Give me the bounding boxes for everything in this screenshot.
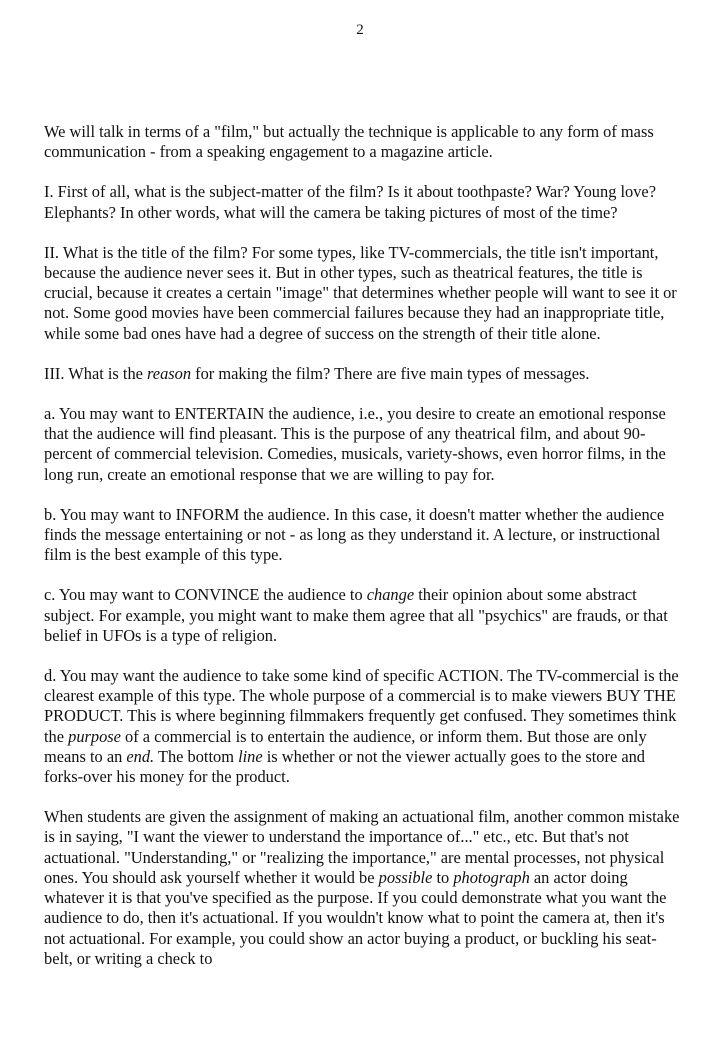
body-paragraph	[44, 666, 680, 787]
body-paragraph	[44, 505, 680, 566]
paragraph-text: is whether or not the viewer actually goes to the store and forks-over his money for the product.	[44, 746, 645, 787]
paragraph-text: their opinion about some abstract subject. For example, you might want to make them agree that all "psychics" are frauds, or that belief in UFOs is a type of religion.	[44, 585, 668, 645]
paragraph-text: of a commercial is to entertain the audience, or inform them. But those are only means to an	[44, 726, 647, 766]
body-paragraph	[44, 122, 680, 162]
body-paragraph	[44, 807, 680, 969]
paragraph-text: I. First of all, what is the subject-matter of the film? Is it about toothpaste? War? Young love? Elephants? In other words, what will the camera be taking pictures of most of the time?	[44, 182, 656, 222]
body-paragraph	[44, 585, 680, 646]
paragraph-text: We will talk in terms of a "film," but actually the technique is applicable to any form of mass communication - from a speaking engagement to a magazine article.	[44, 122, 654, 162]
italic-text: purpose	[68, 726, 121, 746]
paragraph-text: to	[432, 867, 454, 887]
paragraph-text: d. You may want the audience to take some kind of specific ACTION. The TV-commercial is the clearest example of this type. The whole purpose of a commercial is to make viewers BUY THE PRODUCT. This is where beginning filmmakers frequently get confused. They sometimes think the	[44, 666, 679, 746]
paragraph-text: b. You may want to INFORM the audience. In this case, it doesn't matter whether the audience finds the message entertaining or not - as long as they understand it. A lecture, or instructional film is the best example of this type.	[44, 504, 665, 565]
paragraph-text: The bottom	[154, 746, 239, 766]
italic-text: photograph	[453, 867, 530, 887]
paragraph-text: II. What is the title of the film? For some types, like TV-commercials, the title isn't important, because the audience never sees it. But in other types, such as theatrical features, the title is crucial, because it creates a certain "image" that determines whether people will want to see it or not. Some good movies have been commercial failures because they had an inappropriate title, while some bad ones have had a degree of success on the strength of their title alone.	[44, 242, 677, 343]
body-paragraph	[44, 243, 680, 344]
paragraph-text: c. You may want to CONVINCE the audience to	[44, 585, 367, 605]
italic-text: possible	[378, 867, 433, 887]
italic-text: line	[238, 746, 263, 766]
paragraph-text: an actor doing whatever it is that you've specified as the purpose. If you could demonstrate what you want the audience to do, then it's actuational. If you wouldn't know what to point the camera at, then it's not actuational. For example, you could show an actor buying a product, or buckling his seat-belt, or writing a check to	[44, 867, 667, 968]
paragraph-text: When students are given the assignment of making an actuational film, another common mistake is in saying, "I want the viewer to understand the importance of..." etc., etc. But that's not actuational. "Understanding," or "realizing the importance," are mental processes, not physical ones. You should ask yourself whether it would be	[44, 807, 680, 887]
body-paragraph	[44, 404, 680, 485]
body-paragraph	[44, 182, 680, 222]
paragraph-text: for making the film? There are five main types of messages.	[191, 363, 590, 383]
italic-text: change	[366, 585, 415, 605]
italic-text: end.	[126, 746, 155, 766]
paragraph-text: III. What is the	[44, 363, 148, 383]
document-body	[44, 122, 680, 969]
italic-text: reason	[147, 363, 192, 383]
body-paragraph	[44, 364, 680, 384]
page-number: 2	[356, 22, 364, 38]
paragraph-text: a. You may want to ENTERTAIN the audience, i.e., you desire to create an emotional response that the audience will find pleasant. This is the purpose of any theatrical film, and about 90-percent of commercial television. Comedies, musicals, variety-shows, even horror films, in the long run, create an emotional response that we are willing to pay for.	[44, 404, 666, 484]
